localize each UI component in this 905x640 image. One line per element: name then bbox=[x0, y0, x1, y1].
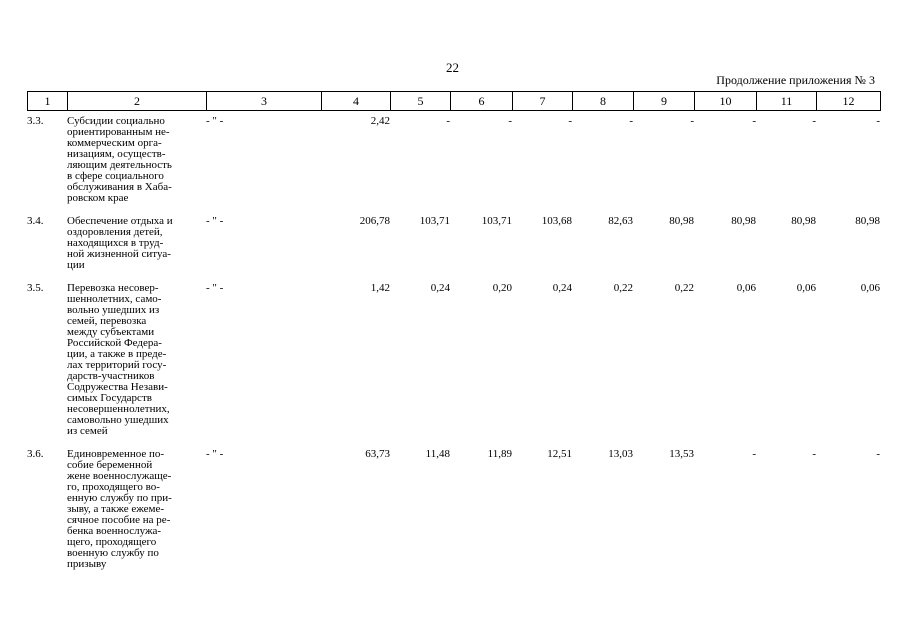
column-header: 12 bbox=[817, 92, 881, 111]
value-cell: - bbox=[812, 448, 816, 460]
description-line: го, проходящего во- bbox=[67, 481, 160, 493]
description-line: енную службу по при- bbox=[67, 492, 172, 504]
value-cell: - bbox=[752, 448, 756, 460]
value-cell: 0,22 bbox=[674, 282, 694, 294]
description-line: сячное пособие на ре- bbox=[67, 514, 171, 526]
description-line: жене военнослужаще- bbox=[67, 470, 172, 482]
description-line: семей, перевозка bbox=[67, 315, 147, 327]
description-line: из семей bbox=[67, 425, 108, 437]
value-cell: 0,22 bbox=[613, 282, 633, 294]
row-number: 3.3. bbox=[27, 115, 44, 127]
value-cell: 13,53 bbox=[669, 448, 694, 460]
column-header: 11 bbox=[757, 92, 817, 111]
description-line: симых Государств bbox=[67, 392, 152, 404]
description-line: Единовременное по- bbox=[67, 448, 165, 460]
description-line: в сфере социального bbox=[67, 170, 164, 182]
column-header: 7 bbox=[513, 92, 573, 111]
table-row bbox=[27, 283, 880, 449]
description-line: Российской Федера- bbox=[67, 337, 162, 349]
description-line: призыву bbox=[67, 558, 107, 570]
value-cell: 103,71 bbox=[481, 215, 512, 227]
column-header: 2 bbox=[68, 92, 207, 111]
description-line: Перевозка несовер- bbox=[67, 282, 159, 294]
value-cell: 12,51 bbox=[547, 448, 572, 460]
column-header: 1 bbox=[28, 92, 68, 111]
description-line: военную службу по bbox=[67, 547, 159, 559]
description-line: ции, а также в преде- bbox=[67, 348, 167, 360]
description-line: низациям, осуществ- bbox=[67, 148, 166, 160]
description-line: лах территорий госу- bbox=[67, 359, 167, 371]
value-cell: 0,06 bbox=[736, 282, 756, 294]
value-cell: 0,06 bbox=[860, 282, 880, 294]
description-line: собие беременной bbox=[67, 459, 153, 471]
description-line: зыву, а также ежеме- bbox=[67, 503, 165, 515]
value-cell: 0,24 bbox=[430, 282, 450, 294]
value-cell: 0,06 bbox=[796, 282, 816, 294]
table-row bbox=[27, 116, 880, 216]
page-number: 22 bbox=[446, 60, 459, 75]
value-cell: 80,98 bbox=[731, 215, 756, 227]
column-header: 6 bbox=[451, 92, 513, 111]
value-cell: 103,68 bbox=[541, 215, 572, 227]
value-cell: 0,20 bbox=[492, 282, 512, 294]
description-line: находящихся в труд- bbox=[67, 237, 164, 249]
description-line: ной жизненной ситуа- bbox=[67, 248, 171, 260]
value-cell: - bbox=[690, 115, 694, 127]
value-cell: - bbox=[568, 115, 572, 127]
description-line: ровском крае bbox=[67, 192, 129, 204]
value-cell: - bbox=[876, 115, 880, 127]
value-cell: 0,24 bbox=[552, 282, 572, 294]
description-line: ции bbox=[67, 259, 85, 271]
value-cell: 82,63 bbox=[608, 215, 633, 227]
column-header: 4 bbox=[322, 92, 391, 111]
value-cell: 13,03 bbox=[608, 448, 633, 460]
row-number: 3.6. bbox=[27, 448, 44, 460]
row-description bbox=[67, 283, 206, 449]
description-line: бенка военнослужа- bbox=[67, 525, 162, 537]
value-cell: 206,78 bbox=[359, 215, 390, 227]
column-header: 3 bbox=[207, 92, 322, 111]
column-header-row bbox=[28, 92, 881, 111]
value-cell: - bbox=[629, 115, 633, 127]
ditto-mark: - " - bbox=[206, 215, 224, 227]
continuation-label: Продолжение приложения № 3 bbox=[716, 73, 875, 87]
value-cell: 63,73 bbox=[365, 448, 390, 460]
column-header-table bbox=[27, 91, 881, 111]
value-cell: - bbox=[508, 115, 512, 127]
row-number: 3.5. bbox=[27, 282, 44, 294]
ditto-mark: - " - bbox=[206, 115, 224, 127]
value-cell: - bbox=[812, 115, 816, 127]
table-row bbox=[27, 449, 880, 582]
appendix-data-table bbox=[27, 116, 880, 582]
value-cell: 80,98 bbox=[855, 215, 880, 227]
value-cell: - bbox=[752, 115, 756, 127]
description-line: дарств-участников bbox=[67, 370, 155, 382]
value-cell: 80,98 bbox=[791, 215, 816, 227]
description-line: шеннолетних, само- bbox=[67, 293, 162, 305]
value-cell: 11,89 bbox=[487, 448, 512, 460]
value-cell: 103,71 bbox=[419, 215, 450, 227]
row-number: 3.4. bbox=[27, 215, 44, 227]
value-cell: 11,48 bbox=[425, 448, 450, 460]
value-cell: 1,42 bbox=[370, 282, 390, 294]
row-description bbox=[67, 216, 206, 283]
row-description bbox=[67, 449, 206, 582]
value-cell: 2,42 bbox=[370, 115, 390, 127]
description-line: Содружества Незави- bbox=[67, 381, 168, 393]
ditto-mark: - " - bbox=[206, 282, 224, 294]
description-line: самовольно ушедших bbox=[67, 414, 169, 426]
description-line: несовершеннолетних, bbox=[67, 403, 170, 415]
description-line: между субъектами bbox=[67, 326, 155, 338]
column-header: 10 bbox=[695, 92, 757, 111]
value-cell: - bbox=[446, 115, 450, 127]
description-line: оздоровления детей, bbox=[67, 226, 163, 238]
ditto-mark: - " - bbox=[206, 448, 224, 460]
description-line: Обеспечение отдыха и bbox=[67, 215, 173, 227]
table-row bbox=[27, 216, 880, 283]
column-header: 5 bbox=[391, 92, 451, 111]
description-line: ориентированным не- bbox=[67, 126, 170, 138]
description-line: ляющим деятельность bbox=[67, 159, 172, 171]
description-line: Субсидии социально bbox=[67, 115, 165, 127]
column-header: 9 bbox=[634, 92, 695, 111]
description-line: обслуживания в Хаба- bbox=[67, 181, 172, 193]
row-description bbox=[67, 116, 206, 216]
column-header: 8 bbox=[573, 92, 634, 111]
description-line: вольно ушедших из bbox=[67, 304, 160, 316]
description-line: щего, проходящего bbox=[67, 536, 157, 548]
value-cell: - bbox=[876, 448, 880, 460]
description-line: коммерческим орга- bbox=[67, 137, 162, 149]
value-cell: 80,98 bbox=[669, 215, 694, 227]
